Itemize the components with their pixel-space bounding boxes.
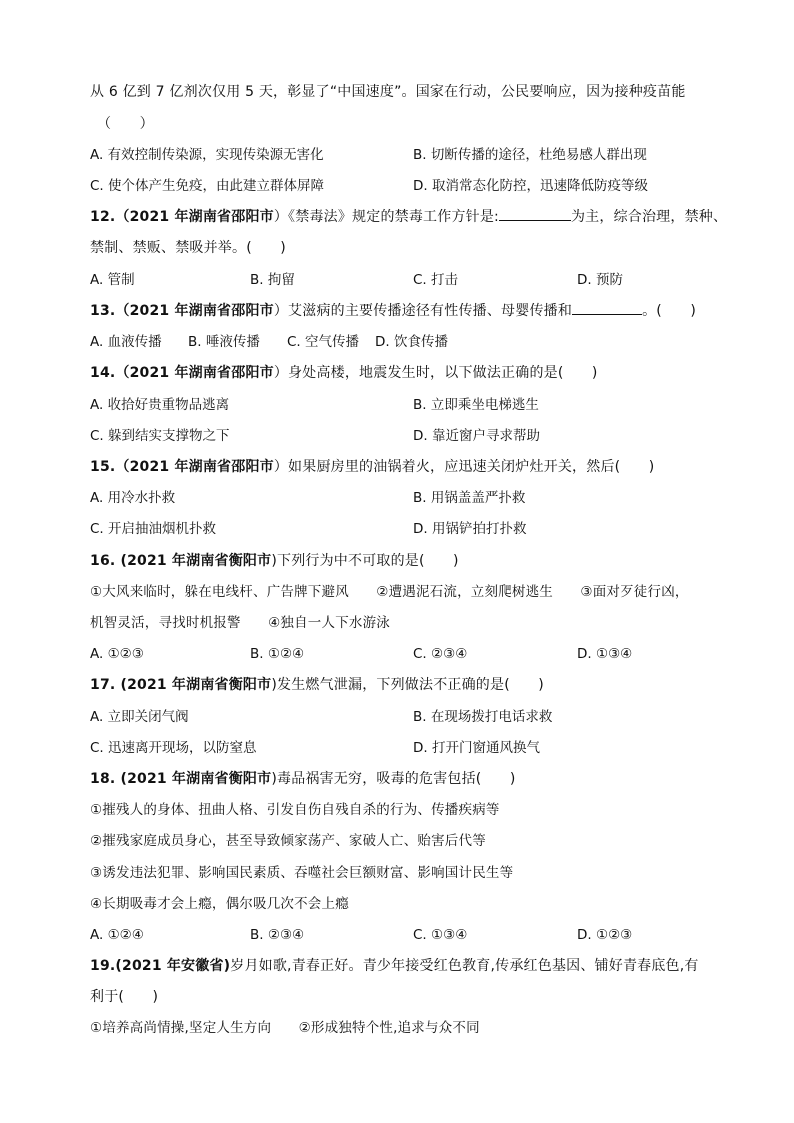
q13-blank: [572, 302, 642, 315]
q19-text: 岁月如歌,青春正好。青少年接受红色教育,传承红色基因、铺好青春底色,有: [230, 958, 699, 974]
q16-option-c: C. ②③④: [413, 646, 468, 662]
q15-stem: [90, 458, 654, 476]
q19-source-tag: (2021 年安徽省): [115, 958, 231, 974]
intro-option-c: C. 使个体产生免疫，由此建立群体屏障: [90, 178, 325, 194]
q17-text: )发生燃气泄漏，下列做法不正确的是( ): [271, 677, 544, 693]
q17-number: 17. (: [90, 677, 128, 693]
q19-number: 19.: [90, 958, 116, 974]
q13-text-part1: ）艾滋病的主要传播途径有性传播、母婴传播和: [273, 303, 573, 319]
q16-source-tag: 2021 年湖南省衡阳市: [127, 553, 272, 569]
q13-stem: [90, 302, 696, 320]
q14-option-a: A. 收拾好贵重物品逃离: [90, 397, 230, 413]
q14-source-tag: 2021 年湖南省邵阳市: [129, 365, 274, 381]
q14-stem: [90, 364, 598, 382]
q12-blank: [499, 208, 571, 221]
q19-statements-line1: ①培养高尚情操,坚定人生方向 ②形成独特个性,追求与众不同: [90, 1020, 480, 1036]
intro-option-d: D. 取消常态化防控，迅速降低防疫等级: [413, 178, 648, 194]
intro-stem-line1: 从 6 亿到 7 亿剂次仅用 5 天，彰显了“中国速度”。国家在行动，公民要响应，因为接种疫苗能: [90, 84, 686, 100]
q16-statements-line1: ①大风来临时，躲在电线杆、广告牌下避风 ②遭遇泥石流，立刻爬树逃生 ③面对歹徒行凶，: [90, 584, 689, 600]
q18-option-d: D. ①②③: [577, 927, 633, 943]
q18-statement-4: ④长期吸毒才会上瘾，偶尔吸几次不会上瘾: [90, 896, 349, 912]
q18-option-c: C. ①③④: [413, 927, 468, 943]
q15-option-a: A. 用冷水扑救: [90, 490, 176, 506]
q14-number: 14.（: [90, 365, 130, 381]
q15-number: 15.（: [90, 459, 130, 475]
q12-text-part2: 为主，综合治理，禁种、: [570, 209, 728, 225]
q18-option-b: B. ②③④: [250, 927, 305, 943]
q14-option-d: D. 靠近窗户寻求帮助: [413, 428, 540, 444]
q12-option-d: D. 预防: [577, 272, 623, 288]
q12-source-tag: 2021 年湖南省邵阳市: [129, 209, 274, 225]
q19-stem-line2: 利于( ): [90, 989, 159, 1005]
q16-option-a: A. ①②③: [90, 646, 144, 662]
q12-option-c: C. 打击: [413, 272, 459, 288]
q18-number: 18. (: [90, 771, 128, 787]
q13-text-part2: 。( ): [642, 303, 696, 319]
q13-option-b: B. 唾液传播: [188, 334, 260, 350]
q18-text: )毒品祸害无穷，吸毒的危害包括( ): [271, 771, 516, 787]
q16-text: )下列行为中不可取的是( ): [271, 553, 459, 569]
q15-text: ）如果厨房里的油锅着火，应迅速关闭炉灶开关，然后( ): [273, 459, 655, 475]
q12-option-b: B. 拘留: [250, 272, 295, 288]
q18-stem: [90, 770, 516, 788]
q18-statement-2: ②摧残家庭成员身心，甚至导致倾家荡产、家破人亡、贻害后代等: [90, 833, 486, 849]
q16-option-b: B. ①②④: [250, 646, 305, 662]
intro-option-b: B. 切断传播的途径，杜绝易感人群出现: [413, 147, 647, 163]
q16-number: 16. (: [90, 553, 128, 569]
q14-option-b: B. 立即乘坐电梯逃生: [413, 397, 539, 413]
q12-stem: [90, 208, 727, 226]
q13-number: 13.（: [90, 303, 130, 319]
q15-option-c: C. 开启抽油烟机扑救: [90, 521, 217, 537]
q13-option-c: C. 空气传播: [287, 334, 360, 350]
q12-option-a: A. 管制: [90, 272, 135, 288]
q18-statement-3: ③诱发违法犯罪、影响国民素质、吞噬社会巨额财富、影响国计民生等: [90, 865, 514, 881]
q17-option-b: B. 在现场拨打电话求救: [413, 709, 553, 725]
q17-option-a: A. 立即关闭气阀: [90, 709, 189, 725]
q14-option-c: C. 躲到结实支撑物之下: [90, 428, 230, 444]
q12-stem-line2: 禁制、禁贩、禁吸并举。( ): [90, 240, 286, 256]
q15-option-b: B. 用锅盖盖严扑救: [413, 490, 526, 506]
q16-statements-line2: 机智灵活，寻找时机报警 ④独自一人下水游泳: [90, 615, 391, 631]
q16-option-d: D. ①③④: [577, 646, 633, 662]
q18-statement-1: ①摧残人的身体、扭曲人格、引发自伤自残自杀的行为、传播疾病等: [90, 802, 500, 818]
q13-option-a: A. 血液传播: [90, 334, 162, 350]
q12-number: 12.（: [90, 209, 130, 225]
q17-option-c: C. 迅速离开现场，以防窒息: [90, 740, 257, 756]
q15-source-tag: 2021 年湖南省邵阳市: [129, 459, 274, 475]
q13-option-d: D. 饮食传播: [375, 334, 448, 350]
q13-source-tag: 2021 年湖南省邵阳市: [129, 303, 274, 319]
q16-stem: [90, 552, 459, 570]
q17-option-d: D. 打开门窗通风换气: [413, 740, 540, 756]
q17-stem: [90, 676, 544, 694]
q17-source-tag: 2021 年湖南省衡阳市: [127, 677, 272, 693]
intro-option-a: A. 有效控制传染源，实现传染源无害化: [90, 147, 324, 163]
q19-stem: [90, 957, 699, 975]
q18-source-tag: 2021 年湖南省衡阳市: [127, 771, 272, 787]
q18-option-a: A. ①②④: [90, 927, 144, 943]
q12-text-part1: ）《禁毒法》规定的禁毒工作方针是:: [273, 209, 499, 225]
q15-option-d: D. 用锅铲拍打扑救: [413, 521, 527, 537]
intro-answer-paren: （ ）: [97, 116, 154, 132]
q14-text: ）身处高楼，地震发生时，以下做法正确的是( ): [273, 365, 598, 381]
